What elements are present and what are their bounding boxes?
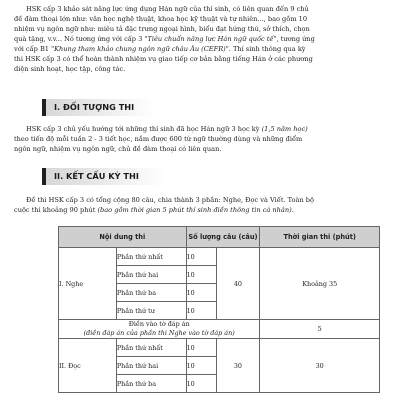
section1-note: (1,5 năm học): [261, 125, 308, 133]
part-name: Phần thứ ba: [116, 284, 186, 302]
part-name: Phần thứ hai: [116, 266, 186, 284]
reading-label: II. Đọc: [59, 339, 117, 393]
header-time: Thời gian thi (phút): [260, 227, 380, 248]
header-count: Số lượng câu (câu): [186, 227, 260, 248]
section2-line: Đề thi HSK cấp 3 có tổng cộng 80 câu, chia thành 3 phần: Nghe, Đọc và Viết. Toàn bộ: [26, 196, 314, 204]
intro-line: diện sinh hoạt, học tập, công tác.: [14, 65, 126, 73]
part-name: Phần thứ tư: [116, 302, 186, 320]
header-content: Nội dung thi: [59, 227, 187, 248]
part-count: 10: [186, 339, 216, 357]
part-count: 10: [186, 375, 216, 393]
listening-label: I. Nghe: [59, 248, 117, 320]
part-count: 10: [186, 266, 216, 284]
table-row: [59, 339, 380, 357]
intro-line: HSK cấp 3 khảo sát năng lực ứng dụng Hán ngữ của thí sinh, có liên quan đến 9 chủ: [26, 5, 309, 13]
reading-time: 30: [260, 339, 380, 393]
intro-line: nhiệm vụ ngôn ngữ như: miêu tả đặc trưng ngoại hình, biểu đạt hứng thú, sở thích, chọn: [14, 25, 310, 33]
part-name: Phần thứ nhất: [116, 248, 186, 266]
section1-line: ngôn ngữ, nhiệm vụ ngôn ngữ, chủ đề đàm thoại có liên quan.: [14, 145, 222, 153]
intro-line: , tương ứng: [276, 35, 315, 43]
part-name: Phần thứ nhất: [116, 339, 186, 357]
intro-line: . Thí sinh thông qua kỳ: [228, 45, 306, 53]
answer-fill-line: Điền vào tờ đáp án: [128, 320, 190, 328]
listening-time: Khoảng 35: [260, 248, 380, 320]
section2-paragraph: [14, 195, 388, 215]
intro-line: thi HSK cấp 3 có thể hoàn thành nhiệm vụ giao tiếp cơ bản bằng tiếng Hán ở các phương: [14, 55, 313, 63]
section-heading-1: [42, 99, 154, 116]
section2-line: cuộc thi khoảng 90 phút: [14, 206, 98, 214]
intro-line: với cấp B1: [14, 45, 52, 53]
answer-fill-detail: (điền đáp án của phần thi Nghe vào tờ đáp án): [83, 329, 235, 337]
section1-paragraph: [14, 124, 388, 154]
table-header-row: [59, 227, 380, 248]
section1-line: theo tiến độ mỗi tuần 2 - 3 tiết học, nắm được 600 từ ngữ thường dùng và những điểm: [14, 135, 303, 143]
part-count: 10: [186, 248, 216, 266]
section-title: II. KẾT CẤU KỲ THI: [54, 171, 139, 181]
section2-line: .: [291, 206, 294, 214]
section-heading-2: [42, 168, 166, 185]
intro-paragraph: [14, 4, 388, 74]
intro-line: quà tặng, v.v... Nó tương ứng với cấp 3: [14, 35, 145, 43]
answer-fill-note: [59, 320, 260, 339]
part-count: 10: [186, 284, 216, 302]
part-name: Phần thứ hai: [116, 357, 186, 375]
section1-line: HSK cấp 3 chủ yếu hướng tới những thí sinh đã học Hán ngữ 3 học kỳ: [26, 125, 262, 133]
answer-fill-time: 5: [260, 320, 380, 339]
table-row: [59, 320, 380, 339]
part-count: 10: [186, 302, 216, 320]
section2-note: (bao gồm thời gian 5 phút thí sinh điền thông tin cá nhân): [97, 206, 292, 214]
reading-total: 30: [216, 339, 260, 393]
exam-structure-table: [58, 226, 380, 393]
intro-quote: "Tiêu chuẩn năng lực Hán ngữ quốc tế": [144, 35, 277, 43]
intro-line: đề đàm thoại lớn như: văn học nghệ thuật, khoa học kỹ thuật và tự nhiên..., bao gồm 10: [14, 15, 308, 23]
table-row: [59, 248, 380, 266]
section-title: I. ĐỐI TƯỢNG THI: [54, 102, 135, 112]
part-count: 10: [186, 357, 216, 375]
part-name: Phần thứ ba: [116, 375, 186, 393]
intro-quote: "Khung tham khảo chung ngôn ngữ châu Âu (CEFR)": [51, 45, 229, 53]
listening-total: 40: [216, 248, 260, 320]
